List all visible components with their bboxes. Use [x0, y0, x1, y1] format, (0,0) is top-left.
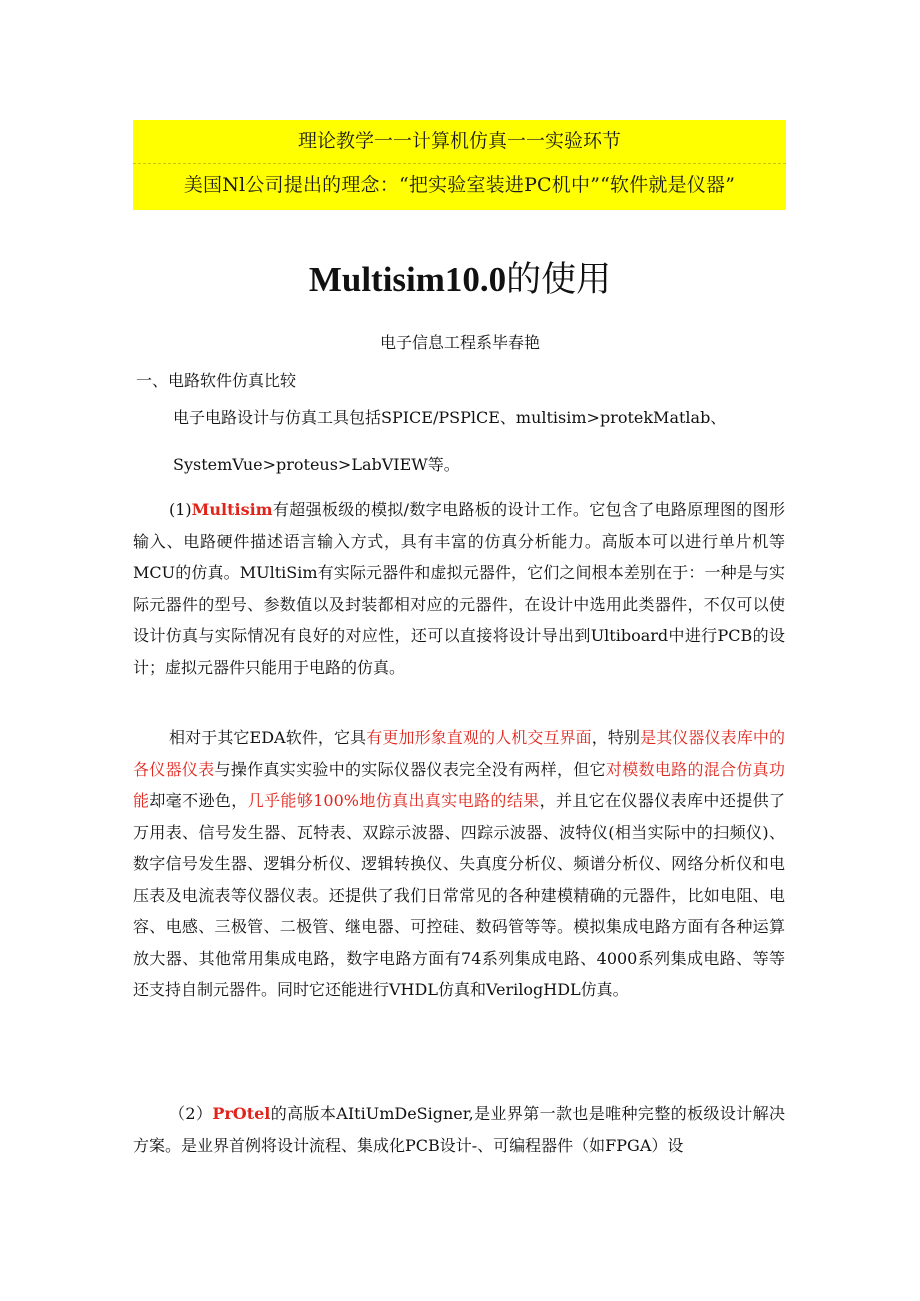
- para3-prefix: （2）: [169, 1104, 213, 1123]
- title-cjk: 的使用: [506, 260, 612, 300]
- para1-name: Multisim: [191, 500, 273, 519]
- tools-line-1: 电子电路设计与仿真工具包括SPICE/PSPlCE、multisim>protekMatlab、: [173, 408, 727, 427]
- para2-s2: ，特别: [591, 728, 641, 747]
- banner-line-1: 理论教学一一计算机仿真一一实验环节: [297, 130, 621, 152]
- section-heading: 一、电路软件仿真比较: [136, 371, 297, 390]
- para2-s4: 却毫不逊色，: [149, 791, 248, 810]
- title-latin: Multisim10.0: [308, 260, 507, 299]
- para2-r3: 对模数电路的混合仿真功能: [133, 759, 785, 810]
- para2-s1: 相对于其它EDA软件，它具: [169, 728, 367, 747]
- para2-r1: 有更加形象直观的人机交互界面: [366, 728, 592, 747]
- author-line: 电子信息工程系毕春艳: [379, 333, 540, 352]
- para1-body: 有超强板级的模拟/数字电路板的设计工作。它包含了电路原理图的图形输入、电路硬件描述语言输入方式，具有丰富的仿真分析能力。高版本可以进行单片机等MCU的仿真。MUltiSim有实际元器件和虚拟元器件，它们之间根本差别在于：一种是与实际元器件的型号、参数值以及封装都相对应的元器件，在设计中选用此类器件，不仅可以使设计仿真与实际情况有良好的对应性，还可以直接将设计导出到Ultiboard中进行PCB的设计；虚拟元器件只能用于电路的仿真。: [133, 500, 785, 677]
- banner-divider: [133, 163, 786, 164]
- para3-body: 的高版本AItiUmDeSigner,是业界第一款也是唯种完整的板级设计解决方案。是业界首例将设计流程、集成化PCB设计-、可编程器件（如FPGA）设: [133, 1104, 785, 1155]
- paragraph-comparison: [133, 722, 785, 1006]
- highlight-banner: [133, 120, 786, 210]
- para2-s5: ，并且它在仪器仪表库中还提供了万用表、信号发生器、瓦特表、双踪示波器、四踪示波器、波特仪(相当实际中的扫频仪)、数字信号发生器、逻辑分析仪、逻辑转换仪、失真度分析仪、频谱分析仪、网络分析仪和电压表及电流表等仪器仪表。还提供了我们日常常见的各种建模精确的元器件，比如电阻、电容、电感、三极管、二极管、继电器、可控硅、数码管等等。模拟集成电路方面有各种运算放大器、其他常用集成电路，数字电路方面有74系列集成电路、4000系列集成电路、等等还支持自制元器件。同时它还能进行VHDL仿真和VerilogHDL仿真。: [133, 791, 785, 999]
- para1-prefix: (1): [169, 500, 192, 519]
- para2-s3: 与操作真实实验中的实际仪器仪表完全没有两样，但它: [214, 759, 606, 779]
- tools-line-2: SystemVue>proteus>LabVIEW等。: [173, 455, 460, 474]
- para2-r2: 是其仪器仪表库中的各仪器仪表: [133, 728, 785, 779]
- para2-r4: 几乎能够100%地仿真出真实电路的结果: [247, 791, 540, 810]
- para3-name: PrOtel: [212, 1104, 271, 1123]
- banner-line-2: 美国Nl公司提出的理念：“把实验室装进PC机中”“软件就是仪器”: [183, 174, 736, 196]
- paragraph-multisim: [133, 494, 785, 683]
- page-title: [0, 252, 920, 302]
- paragraph-protel: [133, 1098, 785, 1161]
